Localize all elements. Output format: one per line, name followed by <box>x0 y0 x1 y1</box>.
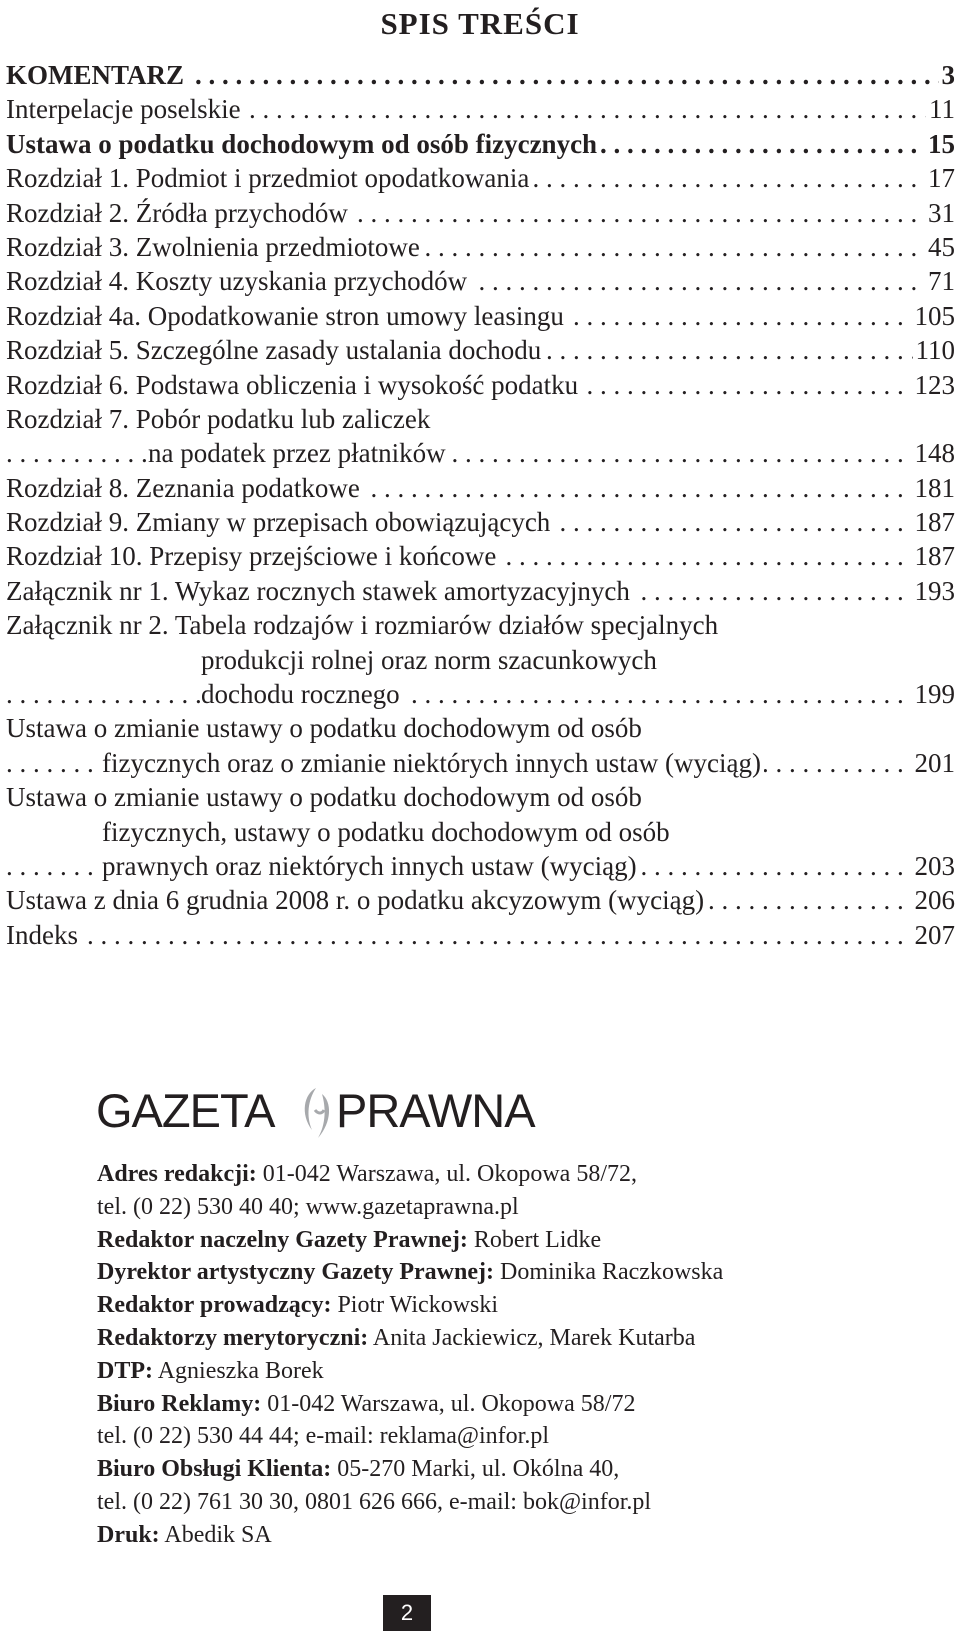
toc-page-number: 207 <box>912 918 956 952</box>
toc-entry <box>6 196 955 230</box>
imprint-value: Dominika Raczkowska <box>499 1259 724 1286</box>
logo-mark-icon <box>305 1088 329 1138</box>
imprint-label: DTP: <box>97 1357 153 1384</box>
toc-line <box>6 849 955 883</box>
toc-line <box>6 127 955 161</box>
toc-entry-title: Załącznik nr 1. Wykaz rocznych stawek amortyzacyjnych <box>6 576 633 606</box>
toc-entry-title: produkcji rolnej oraz norm szacunkowych <box>201 645 660 675</box>
imprint-row <box>97 1355 917 1388</box>
toc-page-number: 110 <box>913 333 956 367</box>
toc-entry-title: Rozdział 5. Szczególne zasady ustalania dochodu <box>6 335 544 365</box>
toc-page-number: 17 <box>925 161 955 195</box>
toc-entry-title: Rozdział 1. Podmiot i przedmiot opodatkowania <box>6 163 532 193</box>
toc-entry <box>6 471 955 505</box>
imprint-row <box>97 1158 917 1191</box>
imprint-value: tel. (0 22) 761 30 30, 0801 626 666, e-mail: bok@infor.pl <box>97 1488 652 1515</box>
toc-entry-title: Rozdział 9. Zmiany w przepisach obowiązujących <box>6 507 553 537</box>
imprint-value: Anita Jackiewicz, Marek Kutarba <box>372 1324 696 1351</box>
toc-page-number: 11 <box>926 92 955 126</box>
toc-page-number: 193 <box>912 574 956 608</box>
toc-entry-title: Rozdział 4. Koszty uzyskania przychodów <box>6 266 470 296</box>
toc-line <box>6 711 955 745</box>
toc-entry <box>6 918 955 952</box>
toc-entry-title: dochodu rocznego <box>201 679 403 709</box>
logo-left-text: GAZETA <box>96 1084 275 1137</box>
toc-entry <box>6 711 955 780</box>
toc-line <box>6 918 955 952</box>
toc-entry-title: KOMENTARZ <box>6 60 187 90</box>
toc-entry-title: fizycznych, ustawy o podatku dochodowym od osób <box>102 817 673 847</box>
toc-page-number: 3 <box>939 58 956 92</box>
imprint <box>97 1158 917 1552</box>
toc-entry-title: fizycznych oraz o zmianie niektórych innych ustaw (wyciąg) <box>102 748 764 778</box>
toc-line <box>6 92 955 126</box>
toc-line <box>6 161 955 195</box>
gazeta-prawna-logo <box>96 1080 556 1140</box>
imprint-value: Abedik SA <box>164 1521 272 1548</box>
toc-page-number: 45 <box>925 230 955 264</box>
imprint-label: Redaktor prowadzący: <box>97 1292 332 1319</box>
page-number: 2 <box>383 1595 431 1631</box>
toc-entry <box>6 92 955 126</box>
page-title: SPIS TREŚCI <box>380 6 580 41</box>
toc-line <box>6 539 955 573</box>
imprint-row <box>97 1289 917 1322</box>
toc-line <box>6 230 955 264</box>
toc-entry-title: Rozdział 3. Zwolnienia przedmiotowe <box>6 232 423 262</box>
imprint-row <box>97 1453 917 1486</box>
imprint-value: tel. (0 22) 530 40 40; www.gazetaprawna.pl <box>97 1193 519 1220</box>
table-of-contents <box>6 58 955 952</box>
toc-page-number: 187 <box>912 505 956 539</box>
toc-line <box>6 196 955 230</box>
toc-page-number: 203 <box>912 849 956 883</box>
toc-entry <box>6 230 955 264</box>
toc-page-number: 201 <box>912 746 956 780</box>
imprint-label: Redaktorzy merytoryczni: <box>97 1324 369 1351</box>
toc-page-number: 105 <box>912 299 956 333</box>
toc-line <box>6 883 955 917</box>
toc-entry-title: Indeks <box>6 920 81 950</box>
toc-entry <box>6 505 955 539</box>
imprint-value: Agnieszka Borek <box>157 1357 324 1384</box>
toc-entry <box>6 58 955 92</box>
toc-entry-title: Rozdział 10. Przepisy przejściowe i końcowe <box>6 541 499 571</box>
toc-entry-title: Ustawa o zmianie ustawy o podatku dochodowym od osób <box>6 713 645 743</box>
toc-entry <box>6 161 955 195</box>
imprint-label: Druk: <box>97 1521 160 1548</box>
imprint-value: Piotr Wickowski <box>337 1292 499 1319</box>
imprint-label: Biuro Obsługi Klienta: <box>97 1456 332 1483</box>
imprint-row <box>97 1224 917 1257</box>
imprint-label: Redaktor naczelny Gazety Prawnej: <box>97 1226 468 1253</box>
logo-right-text: PRAWNA <box>336 1084 535 1137</box>
toc-line <box>6 815 955 849</box>
toc-line <box>6 746 955 780</box>
toc-line <box>6 677 955 711</box>
toc-entry <box>6 574 955 608</box>
toc-entry-title: Rozdział 6. Podstawa obliczenia i wysokość podatku <box>6 370 581 400</box>
toc-entry <box>6 333 955 367</box>
toc-entry <box>6 264 955 298</box>
toc-line <box>6 780 955 814</box>
toc-page-number: 199 <box>912 677 956 711</box>
toc-entry-title: Rozdział 8. Zeznania podatkowe <box>6 473 363 503</box>
toc-line <box>6 58 955 92</box>
toc-line <box>6 436 955 470</box>
imprint-value: 01-042 Warszawa, ul. Okopowa 58/72 <box>267 1390 636 1417</box>
toc-entry <box>6 883 955 917</box>
toc-line <box>6 471 955 505</box>
toc-line <box>6 643 955 677</box>
imprint-value: 01-042 Warszawa, ul. Okopowa 58/72, <box>262 1161 637 1187</box>
toc-entry <box>6 608 955 711</box>
toc-page-number: 15 <box>925 127 955 161</box>
toc-entry <box>6 368 955 402</box>
toc-line <box>6 505 955 539</box>
imprint-row <box>97 1256 917 1289</box>
imprint-row <box>97 1322 917 1355</box>
toc-line <box>6 402 955 436</box>
toc-entry <box>6 127 955 161</box>
toc-entry-title: Rozdział 7. Pobór podatku lub zaliczek <box>6 404 433 434</box>
toc-page-number: 187 <box>912 539 956 573</box>
toc-page-number: 181 <box>912 471 956 505</box>
toc-line <box>6 333 955 367</box>
toc-page-number: 71 <box>925 264 955 298</box>
imprint-value: 05-270 Marki, ul. Okólna 40, <box>337 1456 620 1483</box>
toc-line <box>6 368 955 402</box>
toc-line <box>6 574 955 608</box>
toc-entry <box>6 402 955 471</box>
imprint-row <box>97 1486 917 1519</box>
imprint-value: Robert Lidke <box>473 1226 602 1253</box>
imprint-row <box>97 1388 917 1421</box>
imprint-label: Biuro Reklamy: <box>97 1390 262 1417</box>
toc-entry <box>6 299 955 333</box>
imprint-value: tel. (0 22) 530 44 44; e-mail: reklama@infor.pl <box>97 1423 549 1450</box>
toc-line <box>6 608 955 642</box>
toc-line <box>6 264 955 298</box>
toc-line <box>6 299 955 333</box>
imprint-row <box>97 1519 917 1552</box>
toc-page-number: 31 <box>925 196 955 230</box>
toc-entry-title: Interpelacje poselskie <box>6 94 244 124</box>
toc-entry-title: Rozdział 4a. Opodatkowanie stron umowy leasingu <box>6 301 567 331</box>
toc-entry-title: Ustawa o zmianie ustawy o podatku dochodowym od osób <box>6 782 645 812</box>
toc-entry-title: Ustawa z dnia 6 grudnia 2008 r. o podatku akcyzowym (wyciąg) <box>6 885 707 915</box>
imprint-label: Adres redakcji: <box>97 1161 257 1187</box>
toc-entry <box>6 780 955 883</box>
toc-page-number: 123 <box>912 368 956 402</box>
imprint-label: Dyrektor artystyczny Gazety Prawnej: <box>97 1259 494 1286</box>
toc-entry-title: Załącznik nr 2. Tabela rodzajów i rozmiarów działów specjalnych <box>6 610 721 640</box>
toc-entry-title: na podatek przez płatników <box>148 438 449 468</box>
toc-entry <box>6 539 955 573</box>
imprint-row <box>97 1191 917 1224</box>
toc-page-number: 148 <box>912 436 956 470</box>
toc-entry-title: prawnych oraz niektórych innych ustaw (wyciąg) <box>102 851 640 881</box>
imprint-row <box>97 1420 917 1453</box>
toc-entry-title: Ustawa o podatku dochodowym od osób fizycznych <box>6 129 600 159</box>
toc-page-number: 206 <box>912 883 956 917</box>
toc-entry-title: Rozdział 2. Źródła przychodów <box>6 198 351 228</box>
